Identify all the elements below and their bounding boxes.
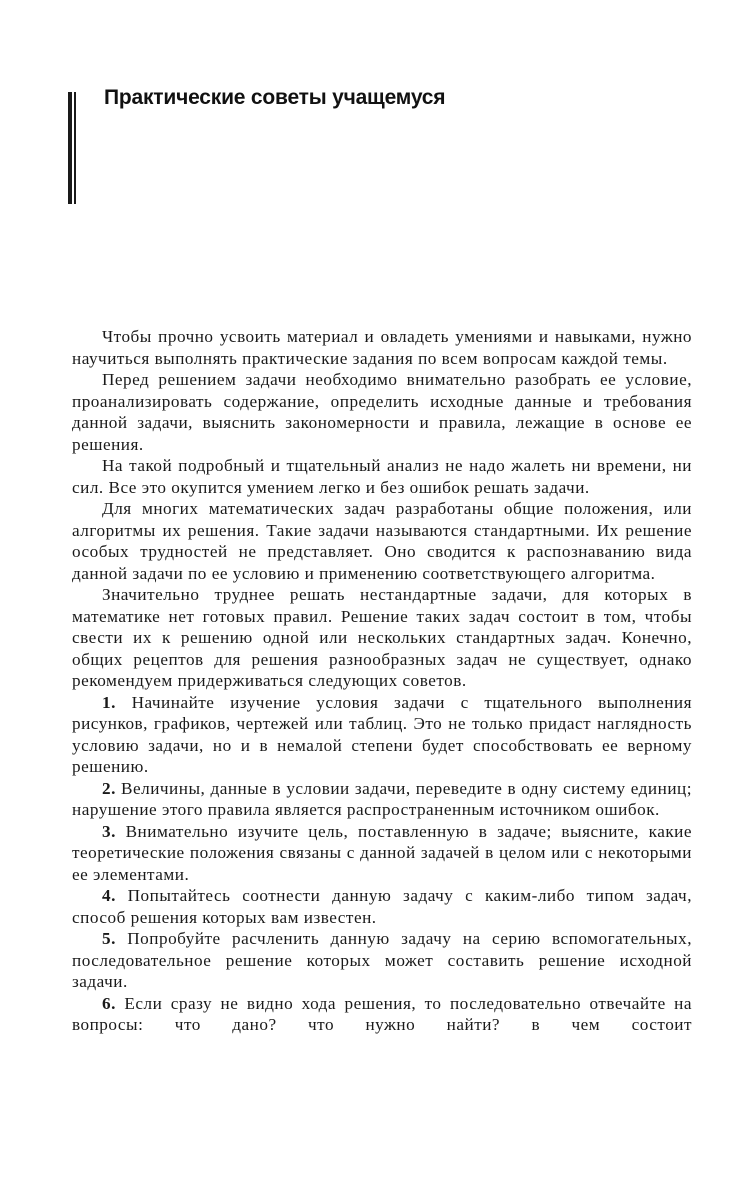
paragraph: Чтобы прочно усвоить материал и овладеть умениями и навыками, нужно научиться выполнять практические задания по всем вопросам каждой темы. xyxy=(72,327,692,368)
tip-item xyxy=(72,885,692,928)
body-text xyxy=(72,326,692,1036)
paragraph: Перед решением задачи необходимо внимательно разобрать ее условие, проанализировать содержание, определить исходные данные и требования данной задачи, выяснить закономерности и правила, лежащие в основе ее решения. xyxy=(72,370,692,454)
tip-text: Если сразу не видно хода решения, то последовательно отвечайте на вопросы: что дано? что нужно найти? в чем состоит xyxy=(72,993,693,1034)
paragraph: Значительно труднее решать нестандартные задачи, для которых в математике нет готовых правил. Решение таких задач состоит в том, чтобы свести их к решению одной или нескольких стандартных задач. Конечно, общих рецептов для решения разнообразных задач не существует, однако рекомендуем придерживаться следующих советов. xyxy=(72,585,692,690)
tip-item xyxy=(72,692,692,778)
tip-item xyxy=(72,993,692,1036)
title-rule-thin xyxy=(74,92,76,204)
tip-number: 1. xyxy=(102,692,116,712)
tip-number: 3. xyxy=(102,821,116,841)
tip-item xyxy=(72,778,692,821)
tip-text: Попробуйте расчленить данную задачу на серию вспомогательных, последовательное решение которых может составить решение исходной задачи. xyxy=(72,929,692,991)
tip-number: 6. xyxy=(102,993,116,1013)
paragraph: Для многих математических задач разработаны общие положения, или алгоритмы их решения. Такие задачи называются стандартными. Их решение особых трудностей не представляет. Оно сводится к распознаванию вида данной задачи по ее условию и применению соответствующего алгоритма. xyxy=(72,499,692,583)
title-rule-thick xyxy=(68,92,72,204)
tip-text: Начинайте изучение условия задачи с тщательного выполнения рисунков, графиков, чертежей или таблиц. Это не только придаст наглядность условию задачи, но и в немалой степени будет способствовать ее верному решению. xyxy=(72,692,692,776)
tip-number: 5. xyxy=(102,929,116,948)
tip-text: Величины, данные в условии задачи, переведите в одну систему единиц; нарушение этого правила является распространенным источником ошибок. xyxy=(72,778,692,819)
tip-number: 4. xyxy=(102,886,116,905)
tip-number: 2. xyxy=(102,778,116,798)
paragraph: На такой подробный и тщательный анализ не надо жалеть ни времени, ни сил. Все это окупится умением легко и без ошибок решать задачи. xyxy=(72,456,692,497)
page-title: Практические советы учащемуся xyxy=(104,86,446,109)
tip-text: Внимательно изучите цель, поставленную в задаче; выясните, какие теоретические положения связаны с данной задачей в целом или с некоторыми ее элементами. xyxy=(72,821,692,884)
tip-item xyxy=(72,821,692,886)
tip-text: Попытайтесь соотнести данную задачу с каким-либо типом задач, способ решения которых вам известен. xyxy=(72,886,692,927)
tip-item xyxy=(72,928,692,993)
